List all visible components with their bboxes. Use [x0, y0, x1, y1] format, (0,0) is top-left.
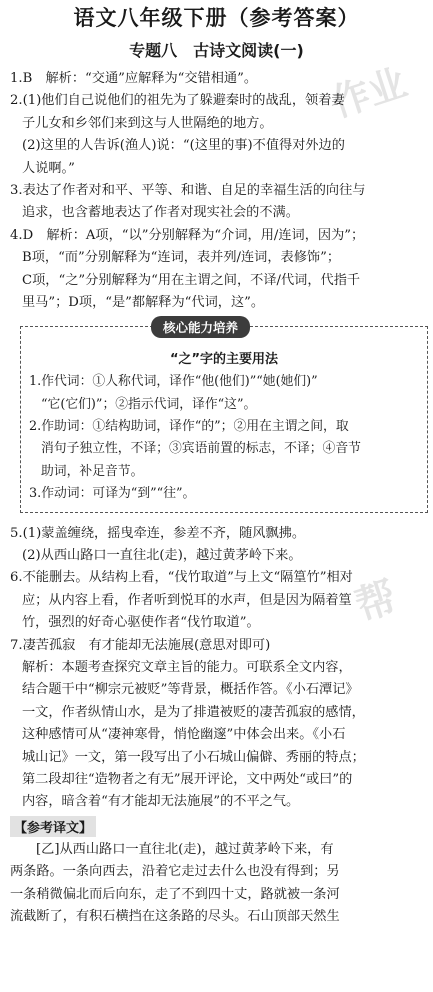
answer-7 — [10, 635, 420, 814]
answer-line: 里马”；D项，“是”都解释为“代词，这”。 — [22, 294, 265, 310]
box-line: 1.作代词：①人称代词，译作“他(他们)”“她(她们)” — [29, 374, 318, 390]
answer-line: B项，“而”分别解释为“连词，表并列/连词，表修饰”； — [22, 250, 341, 266]
answer-line: 内容，暗含着“有才能却无法施展”的不平之气。 — [22, 794, 300, 810]
reference-translation — [10, 814, 420, 929]
answer-line: 解析：本题考查探究文章主旨的能力。可联系全文内容， — [22, 659, 352, 675]
box-line: 3.作动词：可译为“到”“往”。 — [29, 486, 196, 502]
answer-3 — [10, 180, 420, 225]
answer-line: 4.D 解析：A项，“以”分别解释为“介词，用/连词，因为”； — [10, 227, 365, 243]
translation-line: 流截断了，有积石横挡在这条路的尽头。石山顶部天然生 — [10, 908, 340, 924]
answer-line: 6.不能删去。从结构上看，“伐竹取道”与上文“隔篁竹”相对 — [10, 570, 353, 586]
answer-6 — [10, 567, 420, 634]
answer-line: 追求，也含蓄地表达了作者对现实社会的不满。 — [22, 205, 299, 221]
answer-line: 第二段却往“造物者之有无”展开评论，文中两处“或曰”的 — [22, 771, 353, 787]
box-title: “之”字的主要用法 — [169, 352, 279, 368]
answer-line: 5.(1)蒙盖缠绕，摇曳牵连，参差不齐，随风飘拂。 — [10, 525, 306, 541]
answer-4 — [10, 225, 420, 315]
watermark-top: 作业 — [326, 60, 413, 126]
answer-1 — [10, 68, 420, 90]
answer-line: (2)从西山路口一直往北(走)，越过黄茅岭下来。 — [22, 548, 302, 564]
answer-line: 3.表达了作者对和平、平等、和谐、自足的幸福生活的向往与 — [10, 182, 366, 198]
translation-line: 两条路。一条向西去，沿着它走过去什么也没有得到；另 — [10, 864, 340, 880]
answer-line: 人说啊。” — [22, 160, 75, 176]
translation-line: [乙]从西山路口一直往北(走)，越过黄茅岭下来，有 — [36, 841, 334, 857]
key-skill-badge: 核心能力培养 — [151, 316, 250, 338]
answer-line: 1.B 解析：“交通”应解释为“交错相通”。 — [10, 71, 258, 86]
box-line: 消句子独立性，不译；③宾语前置的标志，不译；④音节 — [41, 441, 361, 457]
answer-line: 一文，作者纵情山水，是为了排遣被贬的凄苦孤寂的感情， — [22, 704, 365, 720]
section-title: 专题八 古诗文阅读(一) — [129, 41, 304, 60]
answer-2 — [10, 90, 420, 180]
answer-line: 子儿女和乡邻们来到这与人世隔绝的地方。 — [22, 115, 273, 131]
reference-heading: 【参考译文】 — [10, 816, 96, 837]
answer-line: 竹，强烈的好奇心驱使作者“伐竹取道”。 — [22, 615, 260, 631]
answer-line: 结合题干中“柳宗元被贬”等背景，概括作答。《小石潭记》 — [22, 682, 359, 698]
answer-line: 2.(1)他们自己说他们的祖先为了躲避秦时的战乱，领着妻 — [10, 93, 345, 109]
key-skill-box — [20, 320, 428, 512]
box-line: 助词，补足音节。 — [41, 463, 144, 479]
page-title: 语文八年级下册（参考答案） — [73, 6, 360, 30]
answer-line: 城山记》一文，第一段写出了小石城山偏僻、秀丽的特点； — [22, 749, 365, 765]
box-line: “它(它们)”；②指示代词，译作“这”。 — [41, 396, 257, 412]
watermark-bottom: 帮 — [349, 573, 403, 630]
translation-line: 一条稍微偏北而后向东，走了不到四十丈，路就被一条河 — [10, 886, 340, 902]
answer-5 — [10, 523, 420, 568]
answer-line: C项，“之”分别解释为“用在主谓之间，不译/代词，代指千 — [22, 272, 361, 288]
answer-line: 这种感情可从“凄神寒骨，悄怆幽邃”中体会出来。《小石 — [22, 727, 346, 743]
answers-content — [10, 68, 420, 928]
answer-line: (2)这里的人告诉(渔人)说：“(这里的事)不值得对外边的 — [22, 138, 345, 154]
box-line: 2.作助词：①结构助词，译作“的”；②用在主谓之间，取 — [29, 419, 349, 435]
answer-line: 应；从内容上看，作者听到悦耳的水声，但是因为隔着篁 — [22, 592, 352, 608]
answer-line: 7.凄苦孤寂 有才能却无法施展(意思对即可) — [10, 637, 271, 653]
